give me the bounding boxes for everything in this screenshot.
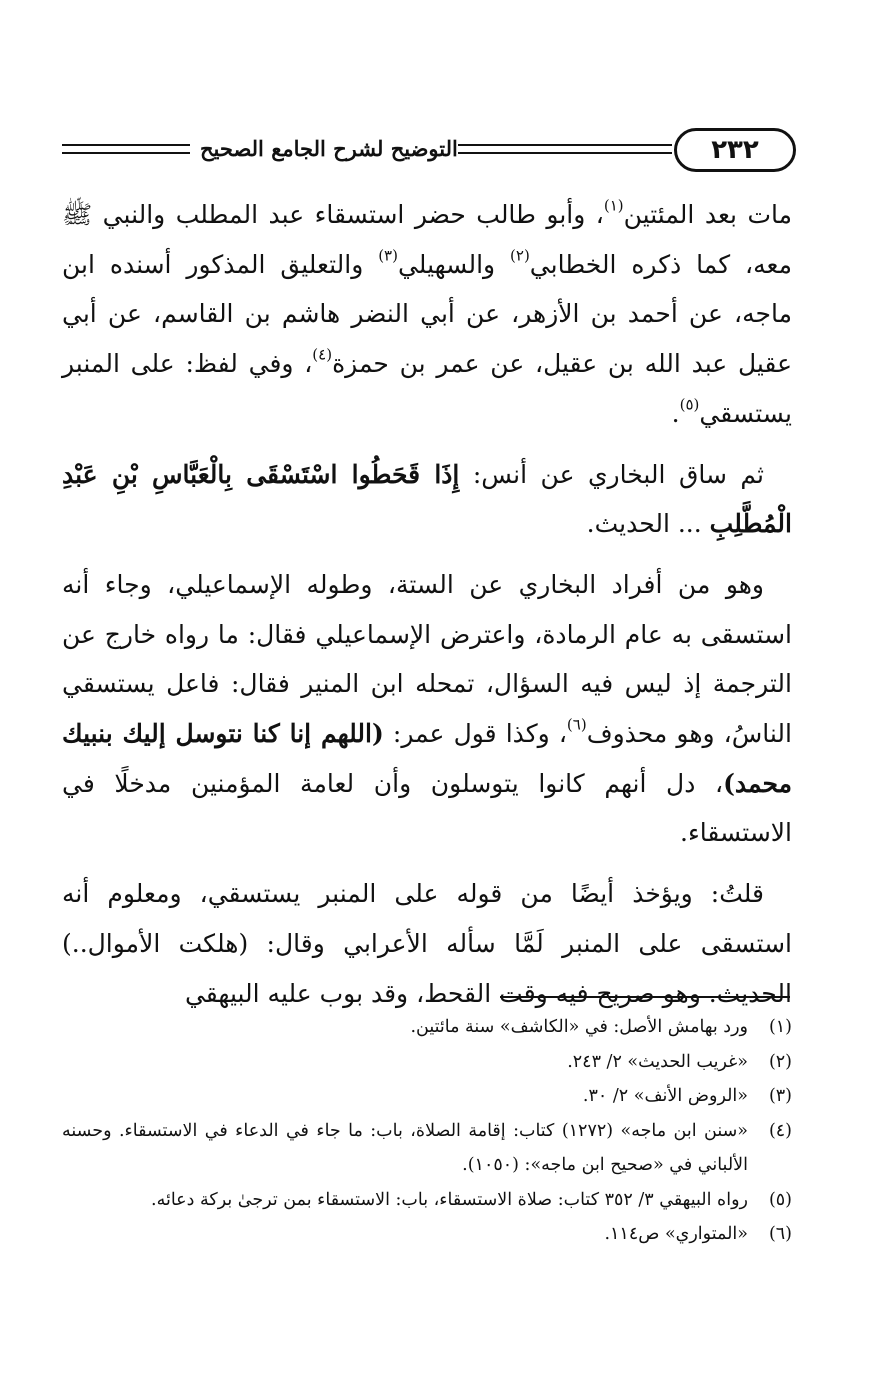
page-number: ٢٣٢ xyxy=(674,128,796,172)
footnote-ref: (٥) xyxy=(679,395,700,414)
header-rule xyxy=(458,144,672,146)
footnote-6 xyxy=(62,1217,792,1252)
footnote-ref: (٤) xyxy=(312,345,333,364)
paragraph-2 xyxy=(62,450,792,549)
footnote-number: (٣) xyxy=(768,1086,792,1106)
text-run: ثم ساق البخاري عن أنس: xyxy=(459,459,764,489)
text-run: والتعليق المذكور أسنده ابن ماجه، عن أحمد بن الأزهر، عن أبي النضر هاشم بن القاسم، عن أبي عقيل عبد الله بن عقيل، عن عمر بن حمزة xyxy=(62,249,792,379)
footnote-text: «سنن ابن ماجه» (١٢٧٢) كتاب: إقامة الصلاة، باب: ما جاء في الدعاء في الاستسقاء. وحسنه الألباني في «صحيح ابن ماجه»: (١٠٥٠). xyxy=(62,1120,748,1175)
text-run: ، دل أنهم كانوا يتوسلون وأن لعامة المؤمنين مدخلًا في الاستسقاء. xyxy=(62,768,792,848)
footnote-ref: (٢) xyxy=(510,245,530,264)
footnote-text: «المتواري» ص١١٤. xyxy=(604,1224,748,1244)
text-run: والسهيلي xyxy=(397,249,511,279)
text-run: ، وكذا قول عمر: xyxy=(383,719,567,749)
footnotes xyxy=(62,1010,792,1252)
hadith-text: إِذَا قَحَطُوا اسْتَسْقَى بِالْعَبَّاسِ بْنِ عَبْدِ الْمُطَّلِبِ xyxy=(62,459,792,539)
footnote-ref: (٣) xyxy=(378,245,398,264)
quote-text: (اللهم إنا كنا نتوسل إليك بنبيك محمد) xyxy=(62,719,792,798)
footnote-number: (٢) xyxy=(768,1051,792,1072)
footnote-text: «الروض الأنف» ٢/ ٣٠. xyxy=(582,1086,748,1106)
footnote-number: (٥) xyxy=(768,1189,792,1210)
header-rule xyxy=(62,144,190,146)
paragraph-1 xyxy=(62,190,792,439)
text-run: ... الحديث. xyxy=(586,509,710,539)
footnote-5 xyxy=(62,1183,792,1218)
text-run: ، وأبو طالب حضر استسقاء عبد المطلب والنبي ﷺ معه، كما ذكره الخطابي xyxy=(62,200,792,279)
footnote-1 xyxy=(62,1010,792,1045)
text-run: وهو من أفراد البخاري عن الستة، وطوله الإسماعيلي، وجاء أنه استسقى به عام الرمادة، واعترض الإسماعيلي فقال: ما رواه خارج عن الترجمة إذ ليس فيه السؤال، تمحله ابن المنير فقال: فاعل يستسقي الناسُ، وهو محذوف xyxy=(62,569,792,749)
footnote-number: (٤) xyxy=(768,1120,792,1141)
text-run: مات بعد المئتين xyxy=(623,200,792,229)
text-run: قلتُ: ويؤخذ أيضًا من قوله على المنبر يستسقي، ومعلوم أنه استسقى على المنبر لَمَّا سأله الأعرابي وقال: (هلكت الأموال..) الحديث. وهو صريح فيه وقت القحط، وقد بوب عليه البيهقي xyxy=(62,879,792,1008)
footnote-number: (١) xyxy=(768,1017,792,1037)
running-title: التوضيح لشرح الجامع الصحيح xyxy=(200,136,458,161)
header-rule xyxy=(458,152,672,154)
page-header xyxy=(62,128,792,180)
text-run: ، وفي لفظ: على المنبر يستسقي xyxy=(62,349,792,428)
footnote-ref: (٦) xyxy=(566,715,587,734)
header-rule xyxy=(62,152,190,154)
main-text xyxy=(62,190,792,1029)
footnote-4 xyxy=(62,1114,792,1183)
footnote-2 xyxy=(62,1045,792,1080)
text-run: . xyxy=(671,398,680,428)
footnote-ref: (١) xyxy=(603,196,624,215)
footnote-separator xyxy=(500,996,790,998)
paragraph-3 xyxy=(62,560,792,858)
footnote-number: (٦) xyxy=(768,1224,792,1244)
footnote-text: «غريب الحديث» ٢/ ٢٤٣. xyxy=(567,1051,748,1072)
footnote-3 xyxy=(62,1079,792,1114)
footnote-text: ورد بهامش الأصل: في «الكاشف» سنة مائتين. xyxy=(410,1017,748,1037)
footnote-text: رواه البيهقي ٣/ ٣٥٢ كتاب: صلاة الاستسقاء، باب: الاستسقاء بمن ترجىٰ بركة دعائه. xyxy=(151,1189,748,1210)
